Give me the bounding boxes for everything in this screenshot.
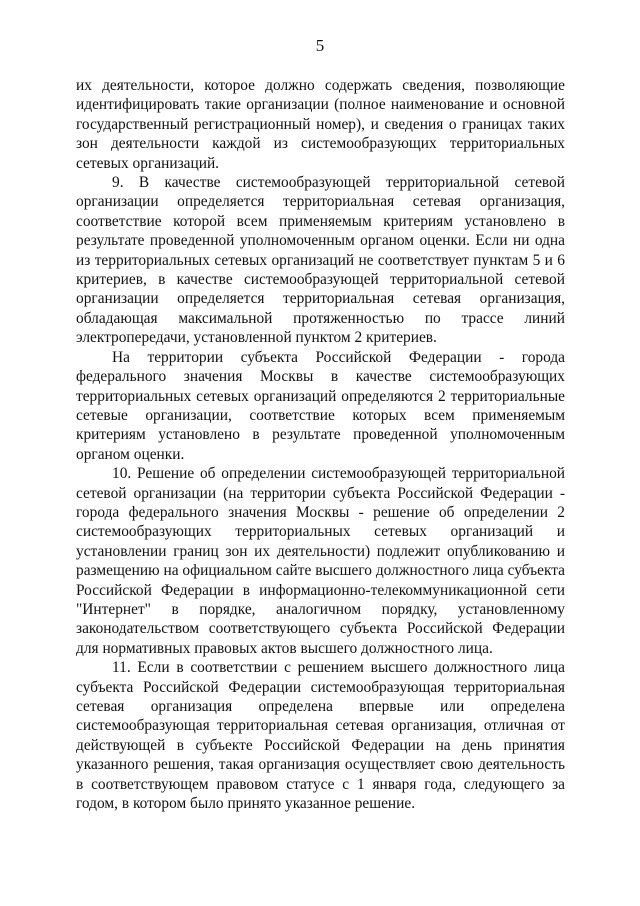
paragraph-continuation: их деятельности, которое должно содержать сведения, позволяющие идентифицировать такие организации (полное наименование и основной государственный регистрационный номер), и сведения о границах таких зон деятельности каждой из системообразующих территориальных сетевых организаций. bbox=[76, 77, 565, 172]
page-number: 5 bbox=[315, 36, 325, 55]
paragraph-9: 9. В качестве системообразующей территориальной сетевой организации определяется территориальная сетевая организация, соответствие которой всем применяемым критериям установлено в результате проведенной уполномоченным органом оценки. Если ни одна из территориальных сетевых организаций не соответствует пунктам 5 и 6 критериев, в качестве системообразующей территориальной сетевой организации определяется территориальная сетевая организация, обладающая максимальной протяженностью по трассе линий электропередачи, установленной пунктом 2 критериев. bbox=[76, 174, 565, 347]
paragraph-11: 11. Если в соответствии с решением высшего должностного лица субъекта Российской Федерации системообразующая территориальная сетевая организация определена впервые или определена системообразующая территориальная сетевая организация, отличная от действующей в субъекте Российской Федерации на день принятия указанного решения, такая организация осуществляет свою деятельность в соответствующем правовом статусе с 1 января года, следующего за годом, в котором было принято указанное решение. bbox=[76, 659, 565, 813]
document-body bbox=[76, 76, 565, 813]
paragraph-10: 10. Решение об определении системообразующей территориальной сетевой организации (на территории субъекта Российской Федерации - города федерального значения Москвы - решение об определении 2 системообразующих территориальных сетевых организаций и установлении границ зон их деятельности) подлежит опубликованию и размещению на официальном сайте высшего должностного лица субъекта Российской Федерации в информационно-телекоммуникационной сети "Интернет" в порядке, аналогичном порядку, установленному законодательством соответствующего субъекта Российской Федерации для нормативных правовых актов высшего должностного лица. bbox=[76, 465, 565, 657]
paragraph-moscow: На территории субъекта Российской Федерации - города федерального значения Москвы в качестве системообразующих территориальных сетевых организаций определяются 2 территориальные сетевые организации, соответствие которых всем применяемым критериям установлено в результате проведенной уполномоченным органом оценки. bbox=[76, 348, 565, 463]
